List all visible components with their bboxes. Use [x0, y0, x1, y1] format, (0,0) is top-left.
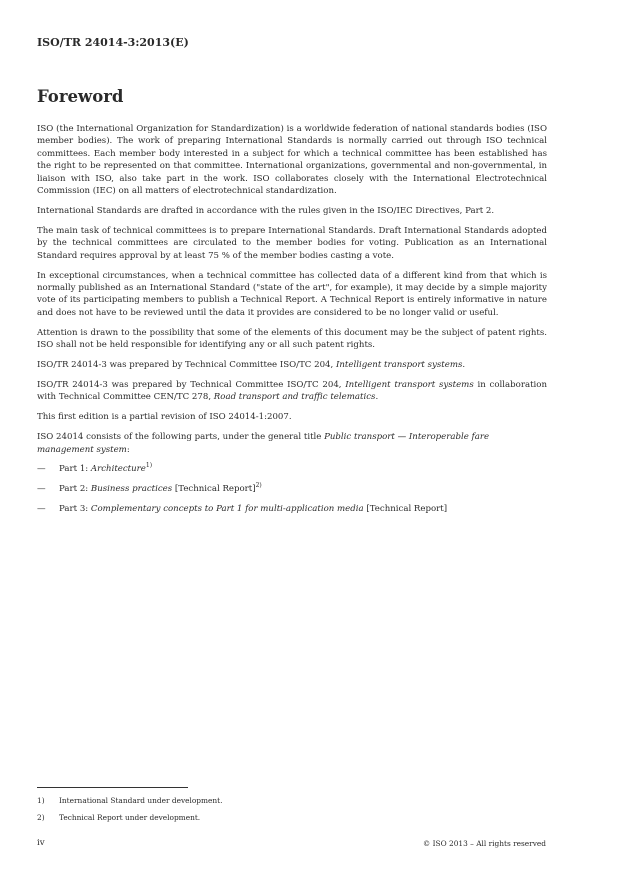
part-suffix: [Technical Report] [363, 504, 448, 515]
paragraph: This first edition is a partial revision of ISO 24014-1:2007. [37, 412, 292, 423]
committee-title: Intelligent transport systems [336, 360, 463, 370]
footnote-number: 1) [37, 796, 45, 805]
part-label: Part 3: [59, 504, 91, 515]
text: . [375, 392, 379, 403]
text: ISO/TR 24014-3 was prepared by Technical Committee ISO/TC 204, [37, 379, 346, 390]
text: ISO/TR 24014-3 was prepared by Technical Committee ISO/TC 204, [37, 360, 336, 370]
list-item [37, 463, 547, 475]
paragraph [37, 431, 547, 456]
paragraph: ISO (the International Organization for Standardization) is a worldwide federation of national standards bodies (ISO member bodies). The work of preparing International Standards is normally carried out through ISO technical committees. Each member body interested in a subject for which a technical committee has been established has the right to be represented on that committee. International organizations, governmental and non-governmental, in liaison with ISO, also take part in the work. ISO collaborates closely with the International Electrotechnical Commission (IEC) on all matters of electrotechnical standardization. [37, 124, 547, 197]
text: . [462, 360, 466, 370]
paragraph: International Standards are drafted in accordance with the rules given in the ISO/IEC Directives, Part 2. [37, 205, 495, 216]
paragraph: The main task of technical committees is to prepare International Standards. Draft International Standards adopted by the technical committees are circulated to the member bodies for voting. Publication as an International Standard requires approval by at least 75 % of the member bodies casting a vote. [37, 225, 547, 261]
footnote-text: International Standard under development. [59, 796, 223, 805]
footnote [37, 796, 223, 805]
document-header: ISO/TR 24014-3:2013(E) [37, 36, 189, 49]
paragraph [37, 359, 547, 371]
paragraph: Attention is drawn to the possibility that some of the elements of this document may be the subject of patent rights. ISO shall not be held responsible for identifying any or all such patent rights. [37, 327, 547, 351]
part-title: Business practices [90, 484, 173, 495]
paragraph: In exceptional circumstances, when a technical committee has collected data of a different kind from that which is normally published as an International Standard ("state of the art", for example), it may decide by a simple majority vote of its participating members to publish a Technical Report. A Technical Report is entirely informative in nature and does not have to be reviewed until the data it provides are considered to be no longer valid or useful. [37, 270, 547, 318]
page-number: iv [37, 838, 45, 848]
list-item [37, 503, 547, 515]
part-suffix: [Technical Report] [172, 484, 256, 495]
paragraph [37, 379, 547, 404]
part-label: Part 2: [59, 484, 91, 495]
text: : [126, 444, 130, 455]
footnote-ref[interactable]: 1) [145, 462, 153, 470]
general-title: Public transport — Interoperable fare management system [37, 432, 490, 455]
foreword-body [37, 123, 547, 523]
text: ISO 24014 consists of the following parts, under the general title [37, 432, 325, 443]
dash-bullet: — [37, 484, 46, 495]
committee-title: Intelligent transport systems [345, 379, 474, 390]
part-title: Architecture [90, 464, 146, 475]
dash-bullet: — [37, 504, 46, 515]
footnote-number: 2) [37, 813, 45, 822]
footnote-ref[interactable]: 2) [255, 482, 262, 490]
part-title: Complementary concepts to Part 1 for multi-application media [90, 504, 364, 515]
copyright-notice: © ISO 2013 – All rights reserved [422, 839, 546, 848]
section-title: Foreword [37, 87, 124, 106]
dash-bullet: — [37, 464, 46, 475]
list-item [37, 483, 547, 495]
text: in collaboration with Technical Committee CEN/TC 278, [37, 379, 547, 403]
footnote-divider [37, 787, 188, 788]
footnote [37, 813, 200, 822]
committee-title: Road transport and traffic telematics [213, 392, 376, 403]
part-label: Part 1: [59, 464, 91, 475]
footnote-text: Technical Report under development. [59, 813, 201, 822]
